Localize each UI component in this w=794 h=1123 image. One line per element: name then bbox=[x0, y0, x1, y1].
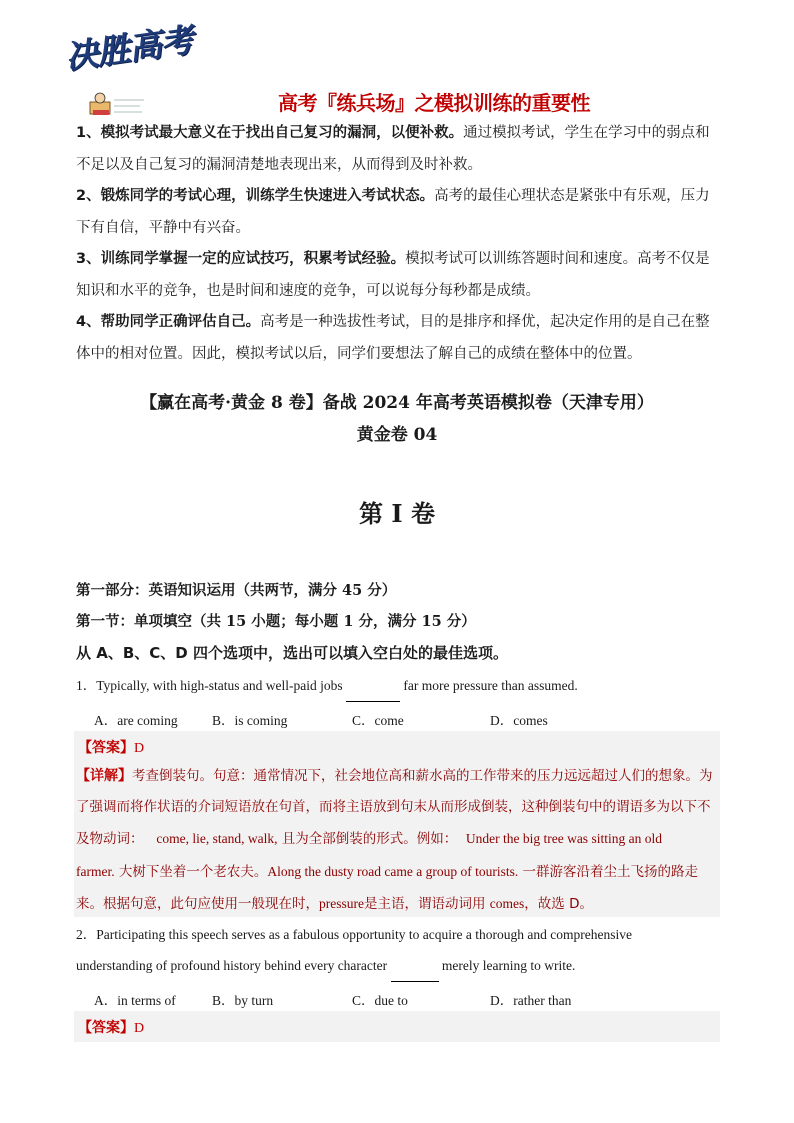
option-b: B．is coming bbox=[212, 713, 288, 728]
intro-point-3: 3、训练同学掌握一定的应试技巧，积累考试经验。模拟考试可以训练答题时间和速度。高考不仅是知识和水平的竞争，也是时间和速度的竞争，可以说每分每秒都是成绩。 bbox=[76, 251, 710, 299]
answer-value: D bbox=[134, 741, 145, 756]
option-b: B．by turn bbox=[212, 993, 274, 1008]
option-d: D．rather than bbox=[490, 993, 572, 1008]
option-a: A．in terms of bbox=[94, 993, 176, 1008]
section-heading-single-choice: 第一节：单项填空（共 15 小题；每小题 1 分，满分 15 分） bbox=[76, 613, 476, 630]
section-heading-part1: 第一部分：英语知识运用（共两节，满分 45 分） bbox=[76, 582, 397, 599]
intro-section bbox=[76, 118, 724, 370]
instruction: 从 A、B、C、D 四个选项中，选出可以填入空白处的最佳选项。 bbox=[76, 644, 508, 662]
option-c: C．come bbox=[352, 713, 404, 728]
question-2 bbox=[76, 919, 724, 1013]
answer-box-1 bbox=[74, 731, 720, 917]
answer-box-2 bbox=[74, 1011, 720, 1042]
intro-point-4: 4、帮助同学正确评估自己。高考是一种选拔性考试，目的是排序和择优，起决定作用的是自己在整体中的相对位置。因此，模拟考试以后，同学们要想法了解自己的成绩在整体中的位置。 bbox=[76, 314, 710, 362]
answer-line: 【答案】D bbox=[78, 1020, 145, 1036]
logo-text: 决胜高考 bbox=[62, 20, 196, 77]
options bbox=[76, 702, 724, 733]
intro-point-2: 2、锻炼同学的考试心理，训练学生快速进入考试状态。高考的最佳心理状态是紧张中有乐观，压力下有自信，平静中有兴奋。 bbox=[76, 188, 710, 236]
question-stem: 1．Typically, with high-status and well-paid jobs far more pressure than assumed. bbox=[76, 670, 724, 702]
intro-point-1: 1、模拟考试最大意义在于找出自己复习的漏洞，以便补救。通过模拟考试，学生在学习中的弱点和不足以及自己复习的漏洞清楚地表现出来，从而得到及时补救。 bbox=[76, 125, 710, 173]
answer-blank bbox=[346, 670, 400, 702]
option-a: A．are coming bbox=[94, 713, 178, 728]
document-title: 【赢在高考·黄金 8 卷】备战 2024 年高考英语模拟卷（天津专用） bbox=[140, 393, 654, 413]
answer-line: 【答案】D bbox=[78, 740, 145, 756]
part-title: 第 I 卷 bbox=[359, 499, 435, 528]
page-heading: 高考『练兵场』之模拟训练的重要性 bbox=[278, 91, 590, 115]
option-d: D．comes bbox=[490, 713, 548, 728]
options bbox=[76, 982, 724, 1013]
option-c: C．due to bbox=[352, 993, 408, 1008]
document-subtitle: 黄金卷 04 bbox=[356, 425, 438, 445]
question-1 bbox=[76, 670, 724, 733]
answer-value: D bbox=[134, 1021, 145, 1036]
answer-detail: 【详解】考查倒装句。句意：通常情况下，社会地位高和薪水高的工作带来的压力远远超过人们的想象。为了强调而将作状语的介词短语放在句首，而将主语放到句末从而形成倒装，这种倒装句中的谓语多为以下不及物动词： come, lie, stand, walk, 且为全部倒装的形式。例如： Under the big tree was sitting an old farmer. 大树下坐着一个老农夫。Along the dusty road came a group of tourists. 一群游客沿着尘土飞扬的路走来。根据句意，此句应使用一般现在时，pressure是主语，谓语动词用 comes，故选 D。 bbox=[76, 768, 713, 912]
answer-blank bbox=[391, 950, 439, 982]
question-stem: 2．Participating this speech serves as a fabulous opportunity to acquire a thorough and comprehensive understanding of profound history behind every character merely learning to write. bbox=[76, 919, 724, 982]
